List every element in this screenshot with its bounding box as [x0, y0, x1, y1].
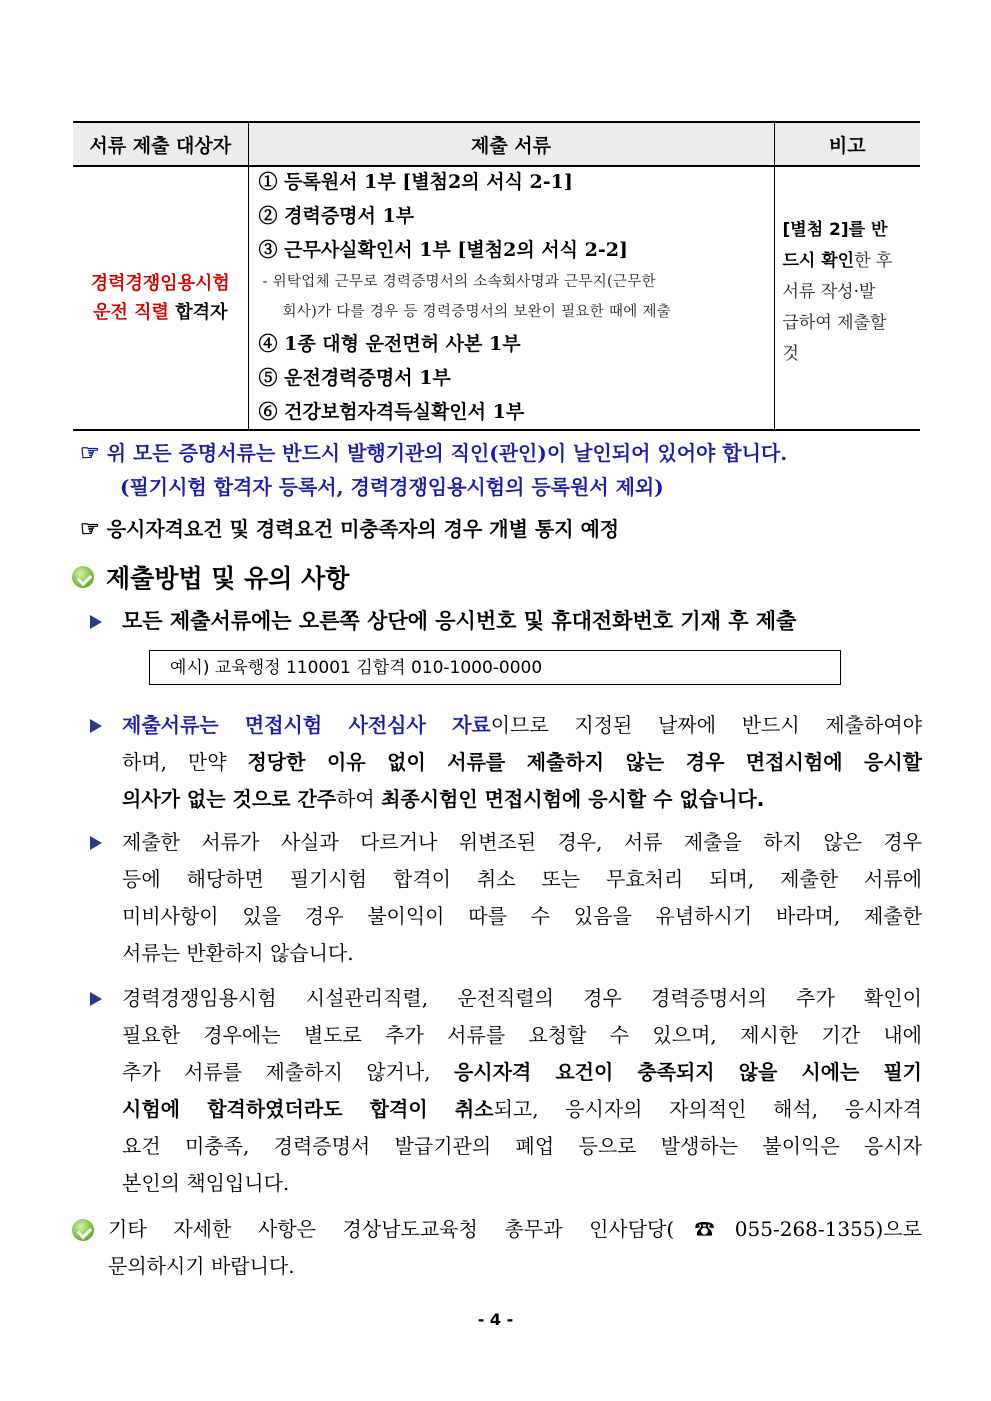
bullet-paragraph: 제출한 서류가 사실과 다르거나 위변조된 경우, 서류 제출을 하지 않은 경우 등에 해당하면 필기시험 합격이 취소 또는 무효처리 되며, 제출한 서류에 미비사항이 있을 경우 불이익이 따를 수 있음을 유념하시기 바라며, 제출한 서류는 반환하지 않습니다. — [90, 824, 922, 972]
section-title: 제출방법 및 유의 사항 — [72, 561, 922, 597]
remarks-cell: [별첨 2]를 반 드시 확인한 후 서류 작성·발 급하여 제출할 것 — [774, 166, 920, 430]
target-job: 운전 직렬 합격자 — [93, 302, 228, 323]
triangle-bullet-icon — [90, 992, 102, 1006]
header-remarks: 비고 — [774, 122, 920, 166]
document-item: ⑤ 운전경력증명서 1부 — [258, 367, 451, 389]
document-list — [259, 167, 774, 429]
triangle-bullet-icon — [90, 719, 102, 733]
document-table — [73, 121, 920, 431]
document-item: ③ 근무사실확인서 1부 [별첨2의 서식 2-2] — [258, 239, 628, 261]
table-header-row — [73, 122, 920, 166]
check-circle-icon — [72, 1219, 94, 1241]
triangle-bullet-icon — [90, 836, 102, 850]
triangle-bullet-icon — [90, 615, 102, 629]
check-circle-icon — [72, 566, 94, 588]
header-documents: 제출 서류 — [248, 122, 774, 166]
pointing-hand-icon: ☞ — [80, 440, 100, 466]
page-number: - 4 - — [477, 1310, 514, 1329]
documents-cell — [248, 166, 774, 430]
target-exam: 경력경쟁임용시험 — [90, 273, 230, 294]
document-item: ② 경력증명서 1부 — [258, 205, 415, 227]
table-row — [73, 166, 920, 430]
bullet-paragraph: 경력경쟁임용시험 시설관리직렬, 운전직렬의 경우 경력증명서의 추가 확인이 필요한 경우에는 별도로 추가 서류를 요청할 수 있으며, 제시한 기간 내에 추가 서류를 제출하지 않거나, 응시자격 요건이 충족되지 않을 시에는 필기 시험에 합격하였더라도 합격이 취소되고, 응시자의 자의적인 해석, 응시자격 요건 미충족, 경력증명서 발급기관의 폐업 등으로 발생하는 불이익은 응시자 본인의 책임입니다. — [90, 980, 922, 1202]
document-item: ⑥ 건강보험자격득실확인서 1부 — [258, 401, 525, 423]
target-cell — [73, 166, 248, 430]
example-box: 예시) 교육행정 110001 김합격 010-1000-0000 — [149, 650, 841, 685]
contact-info: 기타 자세한 사항은 경상남도교육청 총무과 인사담당(☎055-268-1355)으로 문의하시기 바랍니다. — [72, 1211, 922, 1285]
eligibility-notice: ☞ 응시자격요건 및 경력요건 미충족자의 경우 개별 통지 예정 — [80, 516, 620, 542]
pointing-hand-icon: ☞ — [80, 516, 100, 542]
bullet-paragraph: 모든 제출서류에는 오른쪽 상단에 응시번호 및 휴대전화번호 기재 후 제출 — [90, 603, 922, 640]
document-note: - 위탁업체 근무로 경력증명서의 소속회사명과 근무지(근무한 회사)가 다를 경우 등 경력증명서의 보완이 필요한 때에 제출 — [262, 274, 672, 320]
document-item: ④ 1종 대형 운전면허 사본 1부 — [258, 333, 521, 355]
seal-notice: ☞ 위 모든 증명서류는 반드시 발행기관의 직인(관인)이 날인되어 있어야 합니다. (필기시험 합격자 등록서, 경력경쟁임용시험의 등록원서 제외) — [80, 440, 788, 499]
bullet-paragraph: 제출서류는 면접시험 사전심사 자료이므로 지정된 날짜에 반드시 제출하여야 하며, 만약 정당한 이유 없이 서류를 제출하지 않는 경우 면접시험에 응시할 의사가 없는 것으로 간주하여 최종시험인 면접시험에 응시할 수 없습니다. — [90, 707, 922, 818]
header-target: 서류 제출 대상자 — [73, 122, 248, 166]
document-item: ① 등록원서 1부 [별첨2의 서식 2-1] — [258, 171, 573, 193]
